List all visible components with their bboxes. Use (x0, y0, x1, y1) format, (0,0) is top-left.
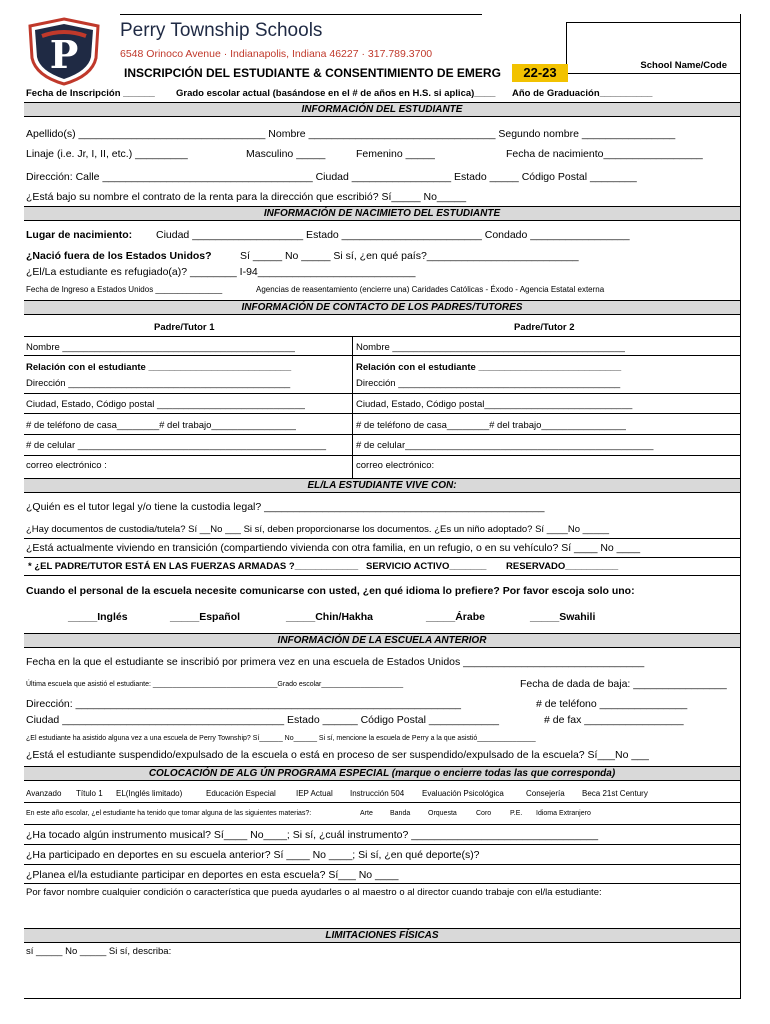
top-rule (120, 14, 482, 15)
physical-limits-header: LIMITACIONES FÍSICAS (24, 928, 740, 943)
svg-text:P: P (49, 32, 79, 77)
birthplace-label: Lugar de nacimiento: (26, 229, 133, 241)
instrument-question[interactable]: ¿Ha tocado algún instrumento musical? Sí____ No____; Si sí, ¿cuál instrumento? ________________________________ (26, 829, 599, 841)
resettlement-agencies[interactable]: Agencias de reasentamiento (encierre una) Caridades Católicas - Éxodo - Agencia Estatal externa (256, 285, 605, 294)
tutor1-cell[interactable]: # de celular _______________________________________________ (26, 440, 327, 451)
first-us-enrollment-field[interactable]: Fecha en la que el estudiante se inscribió por primera vez en una escuela de Estados Unidos _______________________________ (26, 656, 645, 668)
tutor2-phones[interactable]: # de teléfono de casa________# del trabajo________________ (356, 420, 626, 431)
tutor1-email[interactable]: correo electrónico : (26, 460, 107, 471)
language-option-swahili[interactable]: _____Swahili (530, 611, 596, 623)
divider (24, 824, 740, 825)
divider (24, 883, 740, 884)
graduation-field[interactable]: Año de Graduación__________ (512, 88, 653, 99)
withdraw-date-field[interactable]: Fecha de dada de baja: ________________ (520, 678, 727, 690)
birthdate-field[interactable]: Fecha de nacimiento_________________ (506, 148, 703, 160)
program-special-ed[interactable]: Educación Especial (206, 789, 276, 798)
school-city-field[interactable]: Ciudad ______________________________________ Estado ______ Código Postal ____________ (26, 714, 499, 726)
active-duty-field[interactable]: SERVICIO ACTIVO_______ (366, 561, 487, 572)
program-advanced[interactable]: Avanzado (26, 789, 62, 798)
tutor1-address[interactable]: Dirección __________________________________________ (26, 378, 291, 389)
special-program-header: COLOCACIÓN DE ALG ÚN PROGRAMA ESPECIAL (marque o encierre todas las que corresponda) (24, 766, 740, 781)
lineage-field[interactable]: Linaje (i.e. Jr, I, II, etc.) _________ (26, 148, 188, 160)
program-title1[interactable]: Título 1 (76, 789, 103, 798)
program-504[interactable]: Instrucción 504 (350, 789, 405, 798)
physical-limits-field[interactable]: sí _____ No _____ Si sí, describa: (26, 946, 172, 957)
enrollment-form (24, 14, 741, 999)
school-address: 6548 Orinoco Avenue · Indianapolis, Indiana 46227 · 317.789.3700 (120, 48, 433, 60)
sports-question[interactable]: ¿Ha participado en deportes en su escuela anterior? Sí ____ No ____; Si sí, ¿en qué deporte(s)? (26, 849, 480, 861)
reserve-field[interactable]: RESERVADO__________ (506, 561, 619, 572)
divider (24, 557, 740, 558)
subject-orchestra[interactable]: Orquesta (428, 810, 457, 817)
divider (24, 355, 740, 356)
language-option-english[interactable]: _____Inglés (68, 611, 128, 623)
male-field[interactable]: Masculino _____ (246, 148, 326, 160)
birthplace-fields[interactable]: Ciudad ___________________ Estado ________________________ Condado _________________ (156, 229, 630, 241)
divider (24, 393, 740, 394)
column-divider (352, 336, 353, 478)
subjects-label: En este año escolar, ¿el estudiante ha tenido que tomar alguna de las siguientes materias?: (26, 810, 312, 817)
enroll-date-field[interactable]: Fecha de Inscripción ______ (26, 88, 155, 99)
school-address-field[interactable]: Dirección: __________________________________________________________________ (26, 698, 462, 710)
language-option-chin[interactable]: _____Chin/Hakha (286, 611, 373, 623)
transition-question[interactable]: ¿Está actualmente viviendo en transición (compartiendo vivienda con otra familia, en un refugio, o en su vehículo? Sí ____ No ____ (26, 542, 641, 554)
tutor2-address[interactable]: Dirección __________________________________________ (356, 378, 621, 389)
language-option-arabic[interactable]: _____Árabe (426, 611, 485, 623)
school-code-box[interactable] (566, 22, 741, 74)
tutor1-name[interactable]: Nombre ____________________________________________ (26, 342, 295, 353)
perry-school-question[interactable]: ¿El estudiante ha asistido alguna vez a una escuela de Perry Township? Sí______ No______ Si sí, mencione la escuela de Perry a la que asistió_______________ (26, 735, 536, 742)
tutor1-relation[interactable]: Relación con el estudiante ___________________________ (26, 362, 292, 373)
condition-field[interactable]: Por favor nombre cualquier condición o característica que pueda ayudarles o al maestro o al director cuando trabaje con el/la estudiante: (26, 887, 602, 898)
divider (24, 336, 740, 337)
tutor2-relation[interactable]: Relación con el estudiante ___________________________ (356, 362, 622, 373)
legal-guardian-field[interactable]: ¿Quién es el tutor legal y/o tiene la custodia legal? ________________________________________________ (26, 501, 545, 513)
refugee-field[interactable]: ¿El/La estudiante es refugiado(a)? ________ I-94___________________________ (26, 266, 416, 278)
name-fields[interactable]: Apellido(s) ________________________________ Nombre ________________________________ Segundo nombre ________________ (26, 128, 676, 140)
armed-forces-question[interactable]: * ¿EL PADRE/TUTOR ESTÁ EN LAS FUERZAS ARMADAS ?____________ (28, 561, 359, 572)
school-year-badge: 22-23 (512, 64, 568, 82)
female-field[interactable]: Femenino _____ (356, 148, 435, 160)
divider (24, 864, 740, 865)
tutor2-email[interactable]: correo electrónico: (356, 460, 435, 471)
school-logo-icon (26, 16, 102, 86)
divider (24, 434, 740, 435)
school-phone-field[interactable]: # de teléfono _______________ (536, 698, 688, 710)
program-psych-eval[interactable]: Evaluación Psicológica (422, 789, 504, 798)
tutor2-label: Padre/Tutor 2 (514, 322, 575, 333)
grade-field[interactable]: Grado escolar actual (basándose en el # de años en H.S. si aplica)____ (176, 88, 496, 99)
parent-contact-header: INFORMACIÓN DE CONTACTO DE LOS PADRES/TUTORES (24, 300, 740, 315)
tutor2-city[interactable]: Ciudad, Estado, Código postal____________________________ (356, 399, 633, 410)
divider (24, 575, 740, 576)
born-abroad-fields[interactable]: Sí _____ No _____ Si sí, ¿en qué país?__________________________ (240, 250, 579, 262)
divider (24, 802, 740, 803)
birth-info-header: INFORMACIÓN DE NACIMIETO DEL ESTUDIANTE (24, 206, 740, 221)
last-school-field[interactable]: Última escuela que asistió el estudiante: ________________________________Grado escolar_____________________ (26, 681, 404, 688)
program-counseling[interactable]: Consejería (526, 789, 565, 798)
suspended-question[interactable]: ¿Está el estudiante suspendido/expulsado de la escuela o está en proceso de ser suspendido/expulsado de la escuela? Sí___No ___ (26, 749, 649, 761)
tutor2-cell[interactable]: # de celular_______________________________________________ (356, 440, 654, 451)
divider (24, 538, 740, 539)
program-iep[interactable]: IEP Actual (296, 789, 333, 798)
tutor1-phones[interactable]: # de teléfono de casa________# del trabajo________________ (26, 420, 296, 431)
school-title: Perry Township Schools (120, 20, 323, 41)
custody-docs-question[interactable]: ¿Hay documentos de custodia/tutela? Sí __No ___ Si sí, deben proporcionarse los documentos. ¿Es un niño adoptado? Sí ____No _____ (26, 524, 610, 535)
language-option-spanish[interactable]: _____Español (170, 611, 241, 623)
divider (24, 844, 740, 845)
student-info-header: INFORMACIÓN DEL ESTUDIANTE (24, 102, 740, 117)
tutor1-city[interactable]: Ciudad, Estado, Código postal ____________________________ (26, 399, 305, 410)
form-title: INSCRIPCIÓN DEL ESTUDIANTE & CONSENTIMIENTO DE EMERG (124, 66, 501, 80)
program-21st-century[interactable]: Beca 21st Century (582, 789, 648, 798)
school-fax-field[interactable]: # de fax _________________ (544, 714, 684, 726)
entry-date-field[interactable]: Fecha de Ingreso a Estados Unidos _______________ (26, 285, 223, 294)
tutor2-name[interactable]: Nombre ____________________________________________ (356, 342, 625, 353)
divider (24, 455, 740, 456)
previous-school-header: INFORMACIÓN DE LA ESCUELA ANTERIOR (24, 633, 740, 648)
tutor1-label: Padre/Tutor 1 (154, 322, 215, 333)
subject-foreign-lang[interactable]: Idioma Extranjero (536, 810, 591, 817)
plan-sports-question[interactable]: ¿Planea el/la estudiante participar en deportes en esta escuela? Sí___ No ____ (26, 869, 399, 881)
born-abroad-question: ¿Nació fuera de los Estados Unidos? (26, 250, 212, 262)
lives-with-header: EL/LA ESTUDIANTE VIVE CON: (24, 478, 740, 493)
divider (24, 413, 740, 414)
subject-band[interactable]: Banda (390, 810, 411, 817)
subject-choir[interactable]: Coro (476, 810, 492, 817)
subject-art[interactable]: Arte (360, 810, 373, 817)
address-field[interactable]: Dirección: Calle ____________________________________ Ciudad _________________ Estado _____ Código Postal ________ (26, 171, 637, 183)
lease-question[interactable]: ¿Está bajo su nombre el contrato de la renta para la dirección que escribió? Sí_____ No_____ (26, 191, 467, 203)
program-el[interactable]: EL(Inglés limitado) (116, 789, 183, 798)
subject-pe[interactable]: P.E. (510, 810, 523, 817)
school-code-label: School Name/Code (640, 60, 727, 71)
language-question: Cuando el personal de la escuela necesite comunicarse con usted, ¿en qué idioma lo prefiere? Por favor escoja solo uno: (26, 585, 635, 597)
